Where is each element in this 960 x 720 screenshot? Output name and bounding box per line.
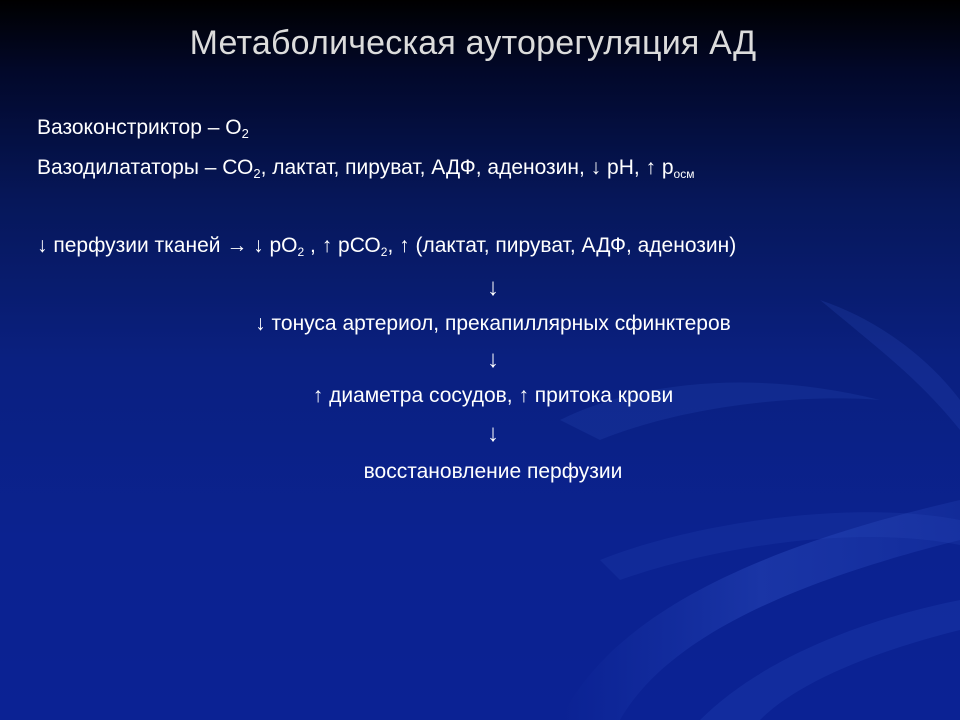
arteriole-tone-step: ↓ тонуса артериол, прекапиллярных сфинктеров: [255, 312, 731, 335]
down-arrow-icon: ↓: [487, 420, 499, 447]
subscript-osm: осм: [673, 167, 695, 181]
perfusion-text: ↓ перфузии тканей → ↓ рО: [37, 234, 298, 257]
vasodilators-text-cont: , лактат, пируват, АДФ, аденозин, ↓ рН, ↑ р: [260, 156, 674, 179]
slide-title: Метаболическая ауторегуляция АД: [189, 24, 757, 62]
vasodilators-text: Вазодилататоры – СО: [37, 156, 254, 179]
perfusion-text-end: , ↑ (лактат, пируват, АДФ, аденозин): [387, 234, 737, 257]
subscript: 2: [253, 166, 261, 181]
perfusion-restoration-step: восстановление перфузии: [363, 460, 623, 483]
subscript: 2: [241, 126, 249, 141]
perfusion-text-cont: , ↑ рСО: [304, 234, 381, 257]
vasoconstrictor-text: Вазоконстриктор – О: [37, 116, 242, 139]
subscript: 2: [297, 245, 305, 259]
vessel-diameter-step: ↑ диаметра сосудов, ↑ притока крови: [312, 384, 674, 407]
subscript: 2: [380, 245, 388, 259]
down-arrow-icon: ↓: [487, 274, 499, 301]
vasoconstrictor-line: [37, 114, 249, 148]
down-arrow-icon: ↓: [487, 346, 499, 373]
vasodilators-line: [37, 154, 694, 188]
perfusion-line: [37, 232, 736, 266]
